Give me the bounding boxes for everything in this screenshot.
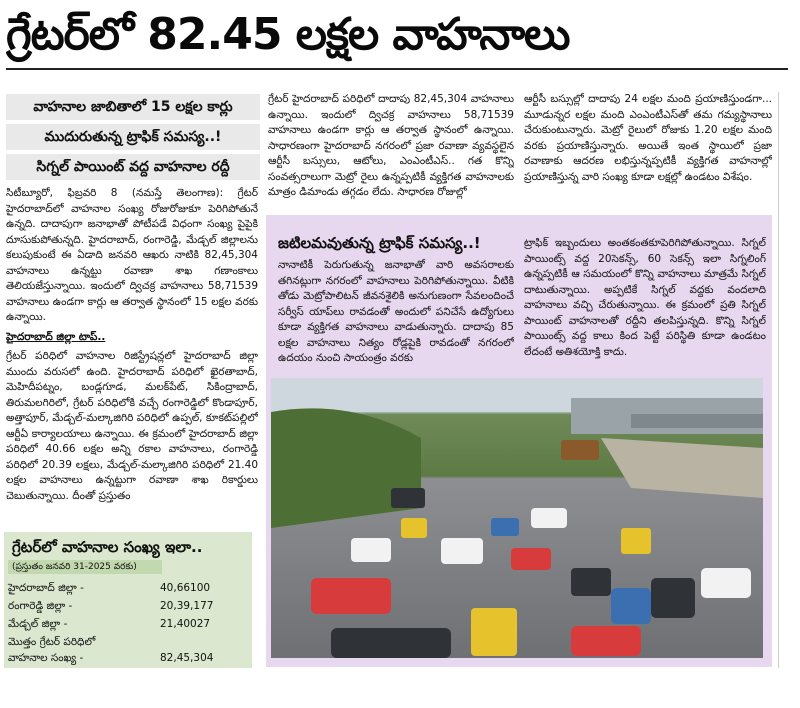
stats-note: (ప్రస్తుతం జనవరి 31-2025 వరకు) — [8, 560, 162, 574]
stat-label: మొత్తం గ్రేటర్‌ పరిధిలో — [8, 636, 96, 648]
stat-label: మేడ్చల్‌ జిల్లా - — [8, 618, 68, 630]
stat-value: 20,39,177 — [160, 600, 214, 612]
stat-row — [8, 580, 248, 596]
stat-label: రంగారెడ్డి జిల్లా - — [8, 600, 73, 612]
stats-heading: గ్రేటర్‌లో వాహనాల సంఖ్య ఇలా.. — [12, 538, 203, 556]
right-edge-rule — [778, 92, 779, 668]
column-3: ఆర్టీసీ బస్సుల్లో దాదాపు 24 లక్షల మంది ప్రయాణిస్తుండగా... మూడున్నర లక్షల మంది ఎంఎంటీఎస్‌తో తమ గమ్యస్థానాలు చేరుకుంటున్నారు. మెట్రో రైలులో రోజుకు 1.20 లక్షల మంది వరకు ప్రయాణిస్తున్నారు. అయితే ఇంత స్థాయిలో ప్రజా రవాణాకు ఆదరణ లభిస్తున్నప్పటికీ వ్యక్తిగత వాహనాల్లో ప్రయాణిస్తున్న వారి సంఖ్య కూడా లక్షల్లో ఉండటం విశేషం. — [524, 93, 772, 183]
traffic-jam-photo — [271, 378, 763, 658]
stat-value: 40,66100 — [160, 582, 211, 594]
stat-row — [8, 616, 248, 632]
stat-label: వాహనాల సంఖ్య - — [8, 652, 84, 664]
column-1-strap: హైదరాబాద్‌ జిల్లా టాప్‌.. — [6, 330, 106, 343]
column-1-para-2: గ్రేటర్‌ పరిధిలో వాహనాల రిజిస్ట్రేషన్లలో హైదరాబాద్‌ జిల్లా ముందు వరుసలో ఉంది. హైదరాబాద్‌ పరిధిలో ఖైరతాబాద్‌, మెహిదీపట్నం, బండ్లగూడ, మలక్‌పేట్‌, సికింద్రాబాద్‌, తిరుమలగిరిలో, గ్రేటర్‌ పరిధిలోకి వచ్చే రంగారెడ్డిలో కొండాపూర్‌, అత్తాపూర్‌, మేడ్చల్‌-మల్కాజిగిరి పరిధిలో ఉప్పల్‌, కూకట్‌పల్లిలో ఆర్టీఏ కార్యాలయాలు ఉన్నాయి. ఈ క్రమంలో హైదరాబాద్‌ జిల్లా పరిధిలో 40.66 లక్షల అన్ని రకాల వాహనాలు, రంగారెడ్డి పరిధిలో 20.39 లక్షలు, మేడ్చల్‌-మల్కాజిగిరి పరిధిలో 21.40 లక్షల వాహనాలు ఉన్నట్టుగా రవాణా శాఖ రికార్డులు చెబుతున్నాయి. దీంతో ప్రస్తుతం — [6, 350, 258, 502]
column-1-para-1: సిటీబ్యూరో, ఫిబ్రవరి 8 (నమస్తే తెలంగాణ): గ్రేటర్‌ హైదరాబాద్‌లో వాహనాల సంఖ్య రోజురోజుకూ పెరిగిపోతునే ఉన్నది. దాదాపుగా జనాభాతో పోటీపడే విధంగా సంఖ్య పైపైకి దూసుకుపోతున్నది. హైదరాబాద్‌, రంగారెడ్డి, మేడ్చల్‌ జిల్లాలను కలుపుకుంటే ఈ ఏడాది జనవరి ఆఖరు నాటికి 82,45,304 వాహనాలు ఉన్నట్టు రవాణా శాఖ గణాంకాలు తెలియజేస్తున్నాయి. ఇందులో ద్విచక్ర వాహనాలు 58,71539 వాహనాలు ఉండగా కార్లు ఆ తర్వాత స్థానంలో 15 లక్షల వరకు ఉన్నాయి. — [6, 187, 258, 323]
stat-value: 21,40027 — [160, 618, 211, 630]
headline: గ్రేటర్‌లో 82.45 లక్షల వాహనాలు — [6, 9, 570, 60]
stat-row — [8, 650, 248, 666]
stat-label: హైదరాబాద్‌ జిల్లా - — [8, 582, 84, 594]
column-1 — [6, 186, 258, 528]
stat-row — [8, 634, 248, 650]
subhead-2: ముదురుతున్న ట్రాఫిక్‌ సమస్య..! — [6, 124, 260, 150]
column-2: గ్రేటర్‌ హైదరాబాద్‌ పరిధిలో దాదాపు 82,45,304 వాహనాలు ఉన్నాయి. ఇందులో ద్విచక్ర వాహనాలు 58,71539 వాహనాలు ఉండగా కార్లు ఆ తర్వాత స్థానంలో ఉన్నాయి. సాధారణంగా హైదరాబాద్‌ నగరంలో ప్రజా రవాణా వ్యవస్థలైన ఆర్టీసీ బస్సులు, ఆటోలు, ఎంఎంటీఎస్‌.. గత కొన్ని సంవత్సరాలుగా మెట్రో రైలు ఉన్నప్పటికీ వ్యక్తిగత వాహనాలకు మాత్రం డిమాండు తగ్గడం లేదు. సాధారణ రోజుల్లో — [268, 93, 514, 198]
story-box-heading: జటిలమవుతున్న ట్రాఫిక్‌ సమస్య..! — [278, 234, 481, 252]
subhead-3: సిగ్నల్‌ పాయింట్‌ వద్ద వాహనాల రద్దీ — [6, 154, 260, 180]
story-box-right: ట్రాఫిక్‌ ఇబ్బందులు అంతకంతకూపెరిగిపోతున్నాయి. సిగ్నల్‌ పాయింట్స్‌ వద్ద 20సెకన్స్‌, 60 సెకన్స్‌ ఇలా సిగ్నలింగ్‌ ఉన్నప్పటికీ ఆ సమయంలో కొన్ని వాహనాలు మాత్రమే సిగ్నల్‌ దాటుతున్నాయి. అప్పటికే సిగ్నల్‌ వద్దకు వందలాది వాహనాలు వచ్చి చేరుతున్నాయి. ఈ క్రమంలో ప్రతి సిగ్నల్‌ పాయింట్‌ వాహనాలతో రద్దీని తలపిస్తున్నది. కొన్ని సిగ్నల్‌ పాయింట్స్‌ వద్ద కాలు కింద పెట్టే పరిస్థితి కూడా ఉండటం లేదంటే అతిశయోక్తి కాదు. — [524, 237, 766, 358]
stat-row — [8, 598, 248, 614]
headline-rule — [6, 68, 788, 70]
stat-value: 82,45,304 — [160, 652, 214, 664]
traffic-jam-illustration — [271, 378, 763, 658]
subhead-1: వాహనాల జాబితాలో 15 లక్షల కార్లు — [6, 94, 260, 120]
story-box-left: నానాటికీ పెరుగుతున్న జనాభాతో వారి అవసరాలకు తగినట్లుగా నగరంలో వాహనాలు పెరిగిపోతున్నాయి. వీటికి తోడు మెట్రోపాలిటన్‌ జీవనశైలికి అనుగుణంగా సేవలందించే సర్వీస్‌ యాప్‌లు రావడంతో అందులో పనిచేసే ఉద్యోగులు కూడా వ్యక్తిగత వాహనాలు వాడుతున్నారు. దాదాపు 85 లక్షల వాహనాలు నిత్యం రోడ్లపైకి రావడంతో నగరంలో ఉదయం నుంచి సాయంత్రం వరకు — [278, 259, 514, 364]
